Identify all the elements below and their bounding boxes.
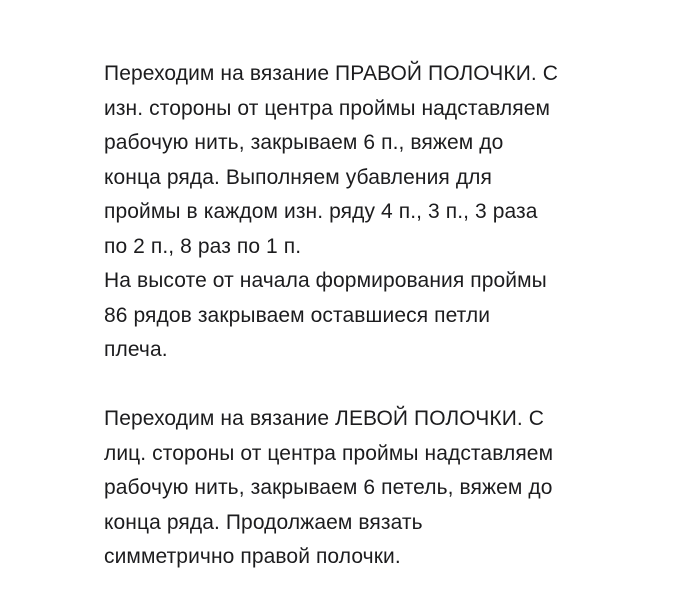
text-line: конца ряда. Выполняем убавления для (104, 165, 493, 189)
text-line: Переходим на вязание ЛЕВОЙ ПОЛОЧКИ. С (104, 407, 545, 430)
note-text (104, 57, 674, 575)
paragraph-right-front (104, 57, 674, 368)
text-line: плеча. (104, 338, 168, 361)
text-line: На высоте от начала формирования проймы (104, 269, 547, 292)
text-line: по 2 п., 8 раз по 1 п. (104, 234, 302, 258)
text-line: конца ряда. Продолжаем вязать (104, 510, 423, 534)
paragraph-left-front (104, 402, 674, 575)
text-line: изн. стороны от центра проймы надставляем (104, 96, 551, 120)
paragraph-spacer (104, 368, 674, 403)
text-line: Переходим на вязание ПРАВОЙ ПОЛОЧКИ. С (104, 62, 559, 85)
text-line: проймы в каждом изн. ряду 4 п., 3 п., 3 раза (104, 200, 538, 223)
text-line: рабочую нить, закрываем 6 п., вяжем до (104, 131, 504, 154)
text-line: симметрично правой полочки. (104, 545, 401, 568)
text-line: рабочую нить, закрываем 6 петель, вяжем до (104, 476, 553, 499)
text-line: лиц. стороны от центра проймы надставляем (104, 441, 554, 465)
text-line: 86 рядов закрываем оставшиеся петли (104, 303, 491, 327)
